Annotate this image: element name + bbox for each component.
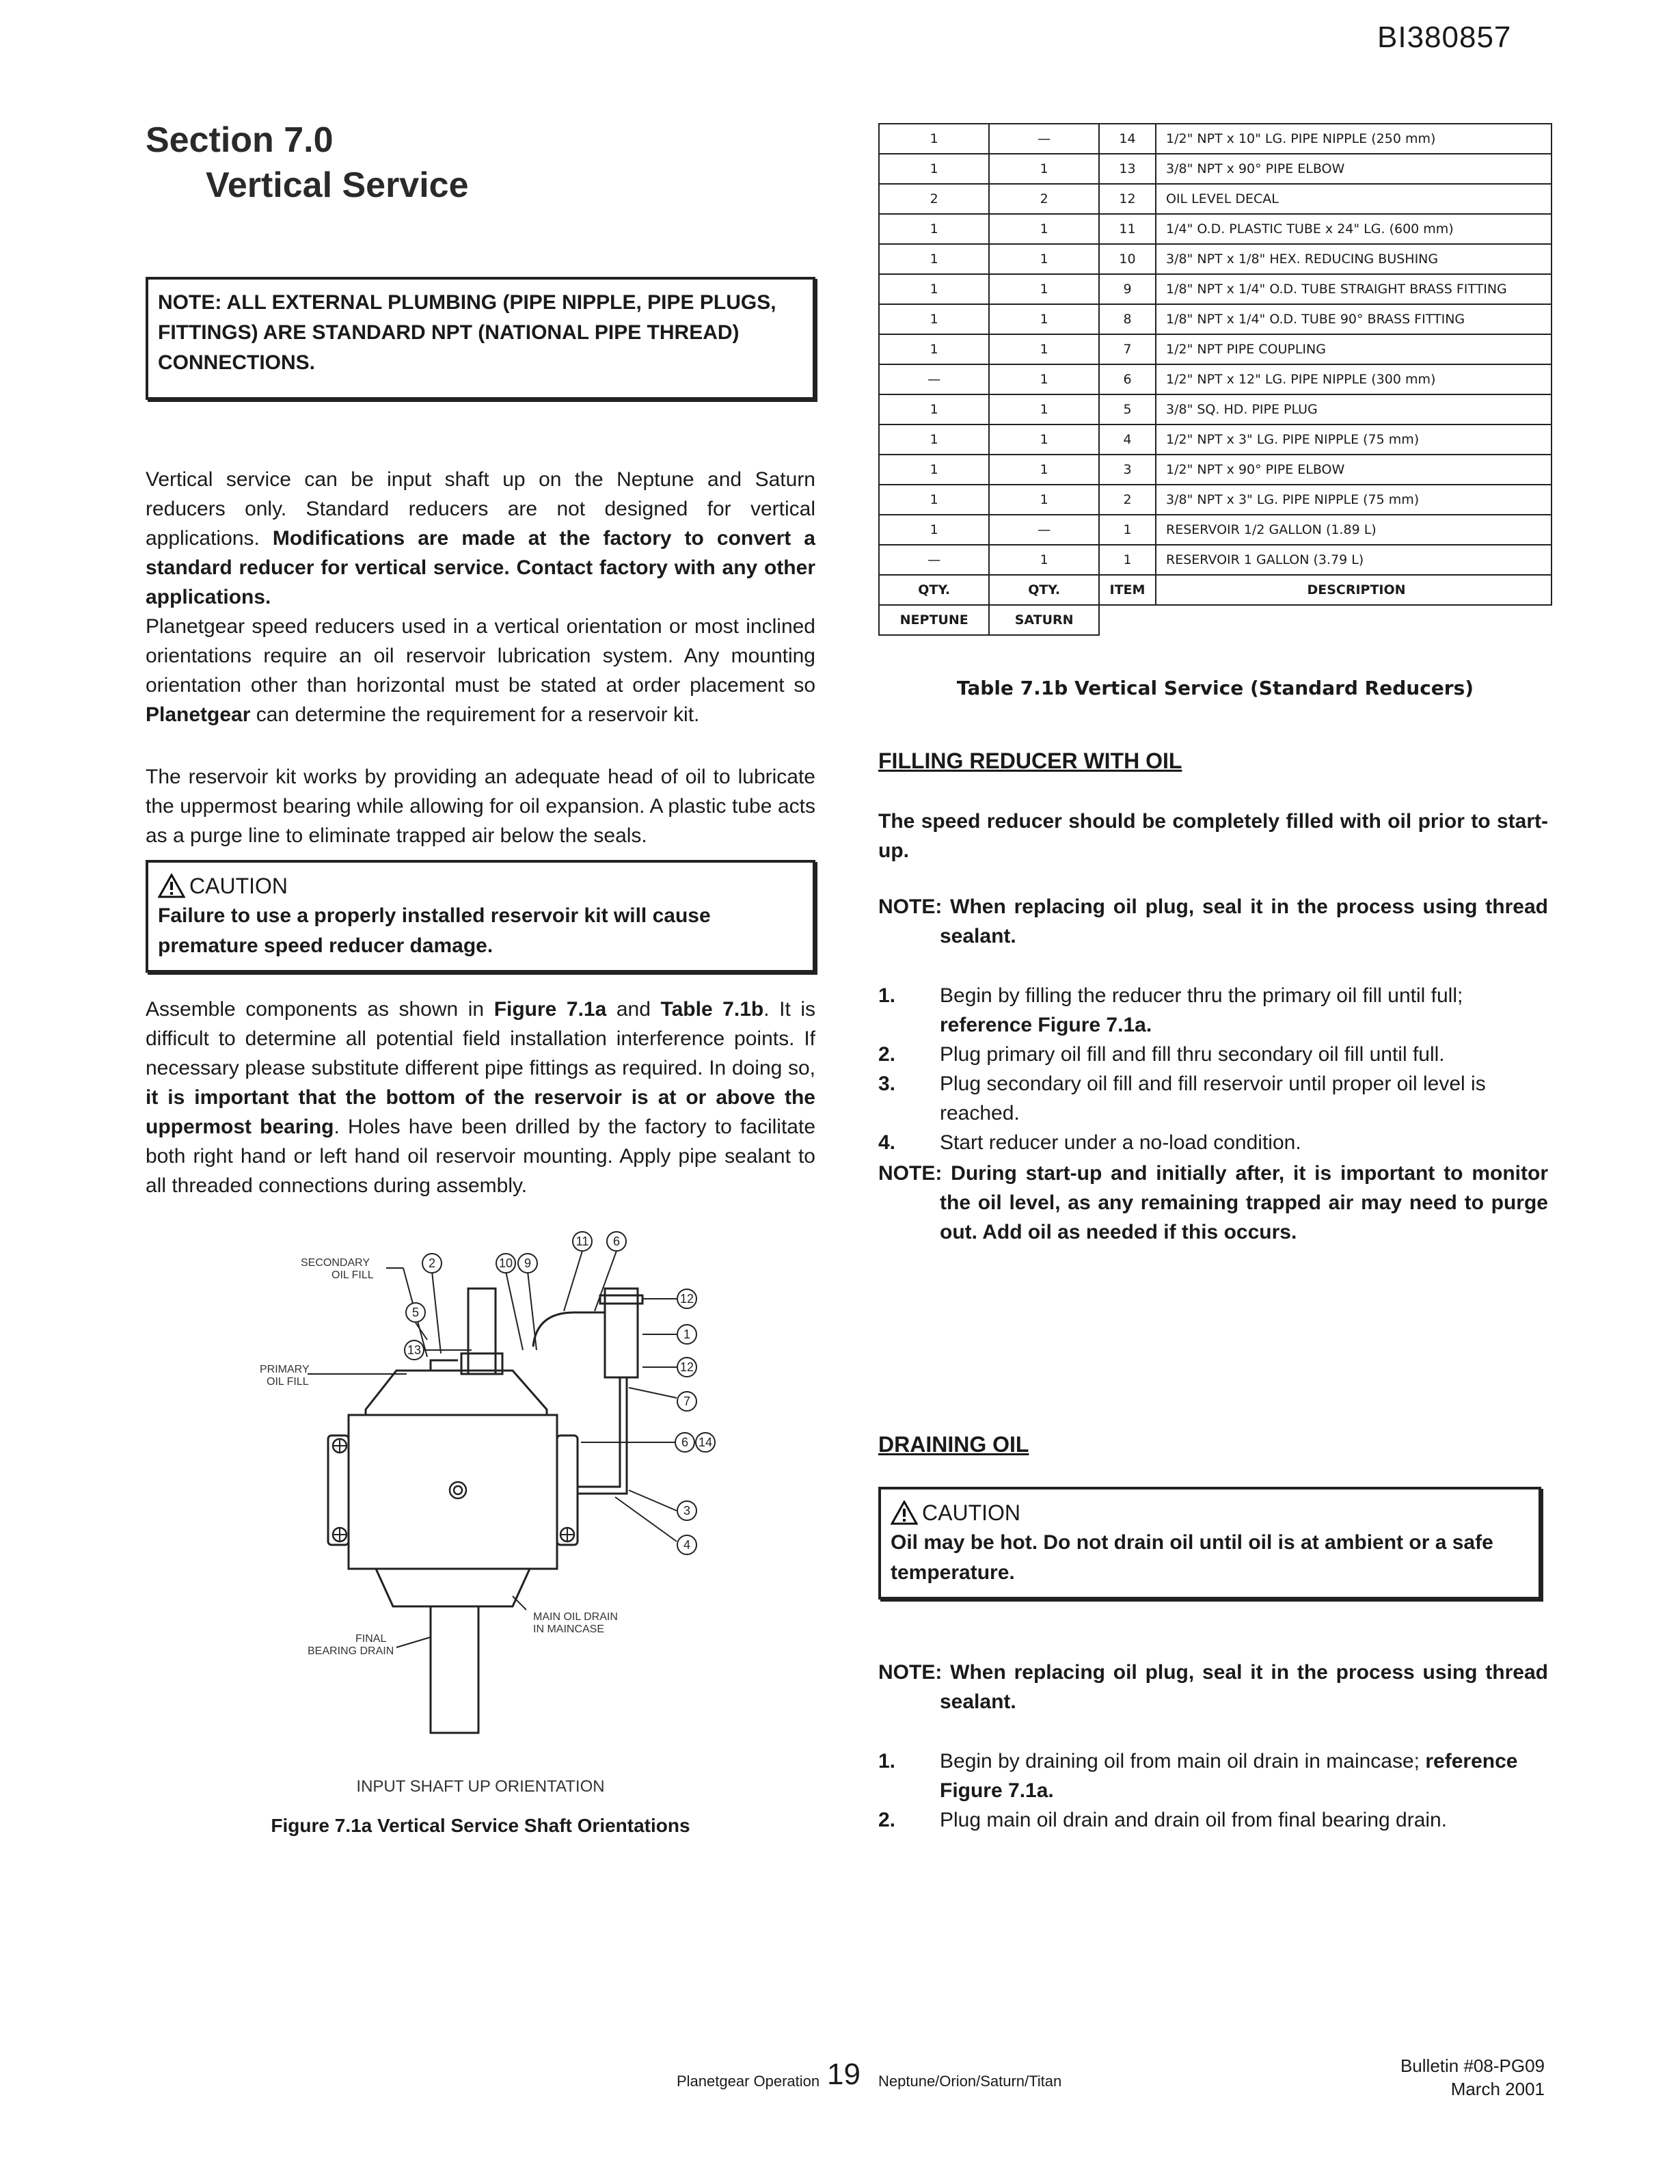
label-main-oil-drain-2: IN MAINCASE [533, 1623, 605, 1635]
cell-description: 1/8" NPT x 1/4" O.D. TUBE 90° BRASS FITTING [1156, 304, 1552, 334]
cell-qty-saturn: 2 [989, 184, 1099, 214]
cell-qty-neptune: 2 [879, 184, 989, 214]
table-row [879, 124, 1552, 154]
reservoir-kit-paragraph: The reservoir kit works by providing an adequate head of oil to lubricate the uppermost bearing while allowing for oil expansion. A plastic tube acts as a purge line to eliminate trapped air below the seals. [146, 766, 815, 847]
cell-qty-saturn: 1 [989, 154, 1099, 184]
step-number: 1. [878, 1750, 896, 1772]
table-row [879, 334, 1552, 364]
cell-qty-neptune: — [879, 364, 989, 394]
header-item: ITEM [1099, 575, 1156, 605]
intro-paragraph: Vertical service can be input shaft up on the Neptune and Saturn reducers only. Standard reducers are not designed for vertical applications. Modifications are made at the factory to convert a standard reducer for vertical service. Contact factory with any other applications. [146, 468, 815, 608]
section-title: Vertical Service [206, 165, 469, 205]
cell-qty-saturn: 1 [989, 455, 1099, 485]
cell-item: 12 [1099, 184, 1156, 214]
callout-2: 2 [428, 1256, 436, 1270]
cell-qty-saturn: 1 [989, 304, 1099, 334]
caution-box-hot-oil [878, 1487, 1541, 1600]
cell-qty-neptune: 1 [879, 455, 989, 485]
step-item [878, 1747, 1548, 1805]
header-neptune: NEPTUNE [879, 605, 989, 635]
cell-qty-saturn: 1 [989, 394, 1099, 424]
cell-description: 1/2" NPT PIPE COUPLING [1156, 334, 1552, 364]
plumbing-note-box: NOTE: ALL EXTERNAL PLUMBING (PIPE NIPPLE, PIPE PLUGS, FITTINGS) ARE STANDARD NPT (NATIONAL PIPE THREAD) CONNECTIONS. [146, 277, 815, 400]
cell-description: 1/2" NPT x 3" LG. PIPE NIPPLE (75 mm) [1156, 424, 1552, 455]
cell-qty-neptune: 1 [879, 124, 989, 154]
step-number: 2. [878, 1043, 896, 1066]
cell-qty-saturn: 1 [989, 424, 1099, 455]
label-main-oil-drain-1: MAIN OIL DRAIN [533, 1611, 618, 1623]
cell-item: 9 [1099, 274, 1156, 304]
callout-14: 14 [698, 1435, 713, 1449]
cell-item: 6 [1099, 364, 1156, 394]
label-secondary-oil-fill-1: SECONDARY [301, 1257, 370, 1269]
table-row [879, 485, 1552, 515]
table-row [879, 394, 1552, 424]
cell-description: OIL LEVEL DECAL [1156, 184, 1552, 214]
header-qty-saturn: QTY. [989, 575, 1099, 605]
cell-description: 3/8" NPT x 3" LG. PIPE NIPPLE (75 mm) [1156, 485, 1552, 515]
callout-12-top: 12 [679, 1292, 694, 1306]
cell-item: 1 [1099, 545, 1156, 575]
caution-text: Failure to use a properly installed reservoir kit will cause premature speed reducer damage. [158, 904, 711, 957]
cell-qty-neptune: 1 [879, 394, 989, 424]
cell-item: 7 [1099, 334, 1156, 364]
filling-steps [878, 981, 1548, 1157]
label-primary-oil-fill-1: PRIMARY [260, 1364, 310, 1375]
cell-qty-neptune: 1 [879, 424, 989, 455]
cell-qty-neptune: 1 [879, 244, 989, 274]
footer-left: Planetgear Operation [677, 2073, 820, 2090]
table-row [879, 274, 1552, 304]
filling-note: NOTE: When replacing oil plug, seal it in the process using thread sealant. [878, 895, 1548, 947]
cell-item: 2 [1099, 485, 1156, 515]
step-text: Plug secondary oil fill and fill reservoir until proper oil level is reached. [940, 1073, 1486, 1124]
callout-9: 9 [524, 1256, 532, 1270]
table-row [879, 424, 1552, 455]
callout-7: 7 [683, 1394, 691, 1408]
cell-qty-saturn: 1 [989, 545, 1099, 575]
cell-qty-neptune: 1 [879, 515, 989, 545]
caution-label: CAUTION [922, 1500, 1020, 1525]
cell-qty-saturn: 1 [989, 214, 1099, 244]
step-text: Plug main oil drain and drain oil from final bearing drain. [940, 1809, 1448, 1831]
step-item [878, 1069, 1548, 1128]
table-row [879, 214, 1552, 244]
callout-6: 6 [681, 1435, 689, 1449]
cell-description: 1/4" O.D. PLASTIC TUBE x 24" LG. (600 mm) [1156, 214, 1552, 244]
orientation-label: INPUT SHAFT UP ORIENTATION [356, 1777, 605, 1796]
warning-icon [891, 1500, 918, 1525]
step-item [878, 1040, 1548, 1069]
cell-qty-neptune: — [879, 545, 989, 575]
callout-11: 11 [575, 1235, 589, 1248]
filling-intro: The speed reducer should be completely filled with oil prior to start-up. [878, 810, 1548, 862]
cell-qty-neptune: 1 [879, 485, 989, 515]
caution-label: CAUTION [189, 874, 288, 898]
cell-qty-saturn: 1 [989, 274, 1099, 304]
callout-5: 5 [411, 1306, 420, 1319]
footer-center: Neptune/Orion/Saturn/Titan [878, 2073, 1062, 2090]
draining-note: NOTE: When replacing oil plug, seal it in the process using thread sealant. [878, 1661, 1548, 1713]
callout-4: 4 [683, 1538, 691, 1552]
warning-icon [158, 874, 185, 898]
callout-12-bottom: 12 [679, 1360, 694, 1374]
reducer-diagram [260, 1210, 752, 1757]
startup-note: NOTE: During start-up and initially after, it is important to monitor the oil level, as any remaining trapped air may need to purge out. Add oil as needed if this occurs. [878, 1162, 1548, 1243]
table-row [879, 545, 1552, 575]
step-text: Begin by draining oil from main oil drain in maincase; reference Figure 7.1a. [940, 1750, 1518, 1802]
cell-qty-neptune: 1 [879, 334, 989, 364]
step-text: Begin by filling the reducer thru the primary oil fill until full; reference Figure 7.1a. [940, 984, 1463, 1036]
figure-caption: Figure 7.1a Vertical Service Shaft Orientations [271, 1815, 690, 1836]
table-row [879, 515, 1552, 545]
cell-description: 3/8" NPT x 1/8" HEX. REDUCING BUSHING [1156, 244, 1552, 274]
callout-1: 1 [683, 1327, 691, 1341]
table-row [879, 455, 1552, 485]
bulletin-number: Bulletin #08-PG09 [1400, 2055, 1545, 2076]
cell-qty-saturn: 1 [989, 334, 1099, 364]
callout-10: 10 [498, 1256, 513, 1270]
table-row [879, 244, 1552, 274]
cell-description: 1/2" NPT x 10" LG. PIPE NIPPLE (250 mm) [1156, 124, 1552, 154]
step-number: 4. [878, 1131, 896, 1154]
step-item [878, 1128, 1548, 1157]
step-number: 3. [878, 1073, 896, 1095]
footer-right [1367, 2054, 1545, 2101]
cell-description: 1/8" NPT x 1/4" O.D. TUBE STRAIGHT BRASS FITTING [1156, 274, 1552, 304]
step-text: Start reducer under a no-load condition. [940, 1131, 1301, 1154]
cell-description: 3/8" NPT x 90° PIPE ELBOW [1156, 154, 1552, 184]
step-number: 1. [878, 984, 896, 1007]
label-secondary-oil-fill-2: OIL FILL [331, 1269, 374, 1281]
cell-qty-saturn: — [989, 515, 1099, 545]
cell-qty-neptune: 1 [879, 304, 989, 334]
cell-qty-saturn: 1 [989, 485, 1099, 515]
cell-item: 5 [1099, 394, 1156, 424]
table-row [879, 364, 1552, 394]
filling-heading: FILLING REDUCER WITH OIL [878, 749, 1182, 773]
cell-description: 1/2" NPT x 90° PIPE ELBOW [1156, 455, 1552, 485]
table-caption: Table 7.1b Vertical Service (Standard Reducers) [956, 677, 1474, 699]
cell-item: 11 [1099, 214, 1156, 244]
step-item [878, 1805, 1548, 1835]
section-number: Section 7.0 [146, 120, 334, 160]
cell-qty-saturn: — [989, 124, 1099, 154]
reservoir-paragraph: Planetgear speed reducers used in a vertical orientation or most inclined orientations require an oil reservoir lubrication system. Any mounting orientation other than horizontal must be stated at order placement so Planetgear can determine the requirement for a reservoir kit. [146, 615, 815, 726]
cell-item: 14 [1099, 124, 1156, 154]
bulletin-date: March 2001 [1450, 2079, 1545, 2099]
table-row [879, 184, 1552, 214]
cell-item: 1 [1099, 515, 1156, 545]
cell-qty-saturn: 1 [989, 244, 1099, 274]
cell-item: 13 [1099, 154, 1156, 184]
callout-8: 6 [612, 1235, 621, 1248]
cell-description: 3/8" SQ. HD. PIPE PLUG [1156, 394, 1552, 424]
header-description: DESCRIPTION [1156, 575, 1552, 605]
table-row [879, 154, 1552, 184]
cell-description: 1/2" NPT x 12" LG. PIPE NIPPLE (300 mm) [1156, 364, 1552, 394]
cell-item: 4 [1099, 424, 1156, 455]
cell-item: 10 [1099, 244, 1156, 274]
step-text: Plug primary oil fill and fill thru secondary oil fill until full. [940, 1043, 1445, 1066]
callout-3: 3 [683, 1504, 691, 1518]
label-primary-oil-fill-2: OIL FILL [267, 1376, 309, 1388]
callout-13: 13 [407, 1343, 422, 1357]
label-final-bearing-drain-2: BEARING DRAIN [308, 1645, 394, 1657]
section-heading [146, 118, 469, 208]
caution-text: Oil may be hot. Do not drain oil until oil is at ambient or a safe temperature. [891, 1531, 1493, 1584]
draining-heading: DRAINING OIL [878, 1432, 1029, 1457]
cell-qty-neptune: 1 [879, 154, 989, 184]
step-item [878, 981, 1548, 1040]
table-header-row [879, 575, 1552, 605]
page-number: 19 [827, 2058, 861, 2091]
caution-box-reservoir [146, 860, 815, 973]
document-id: BI380857 [1377, 21, 1512, 54]
cell-description: RESERVOIR 1 GALLON (3.79 L) [1156, 545, 1552, 575]
cell-qty-saturn: 1 [989, 364, 1099, 394]
table-model-row [879, 605, 1552, 635]
assembly-paragraph: Assemble components as shown in Figure 7.1a and Table 7.1b. It is difficult to determine all potential field installation interference points. If necessary please substitute different pipe fittings as required. In doing so, it is important that the bottom of the reservoir is at or above the uppermost bearing. Holes have been drilled by the factory to facilitate both right hand or left hand oil reservoir mounting. Apply pipe sealant to all threaded connections during assembly. [146, 998, 816, 1197]
cell-item: 8 [1099, 304, 1156, 334]
draining-steps [878, 1747, 1548, 1835]
cell-qty-neptune: 1 [879, 274, 989, 304]
cell-qty-neptune: 1 [879, 214, 989, 244]
table-row [879, 304, 1552, 334]
step-number: 2. [878, 1809, 896, 1831]
header-qty-neptune: QTY. [879, 575, 989, 605]
parts-table [878, 123, 1552, 636]
cell-description: RESERVOIR 1/2 GALLON (1.89 L) [1156, 515, 1552, 545]
header-saturn: SATURN [989, 605, 1099, 635]
label-final-bearing-drain-1: FINAL [355, 1633, 387, 1645]
cell-item: 3 [1099, 455, 1156, 485]
